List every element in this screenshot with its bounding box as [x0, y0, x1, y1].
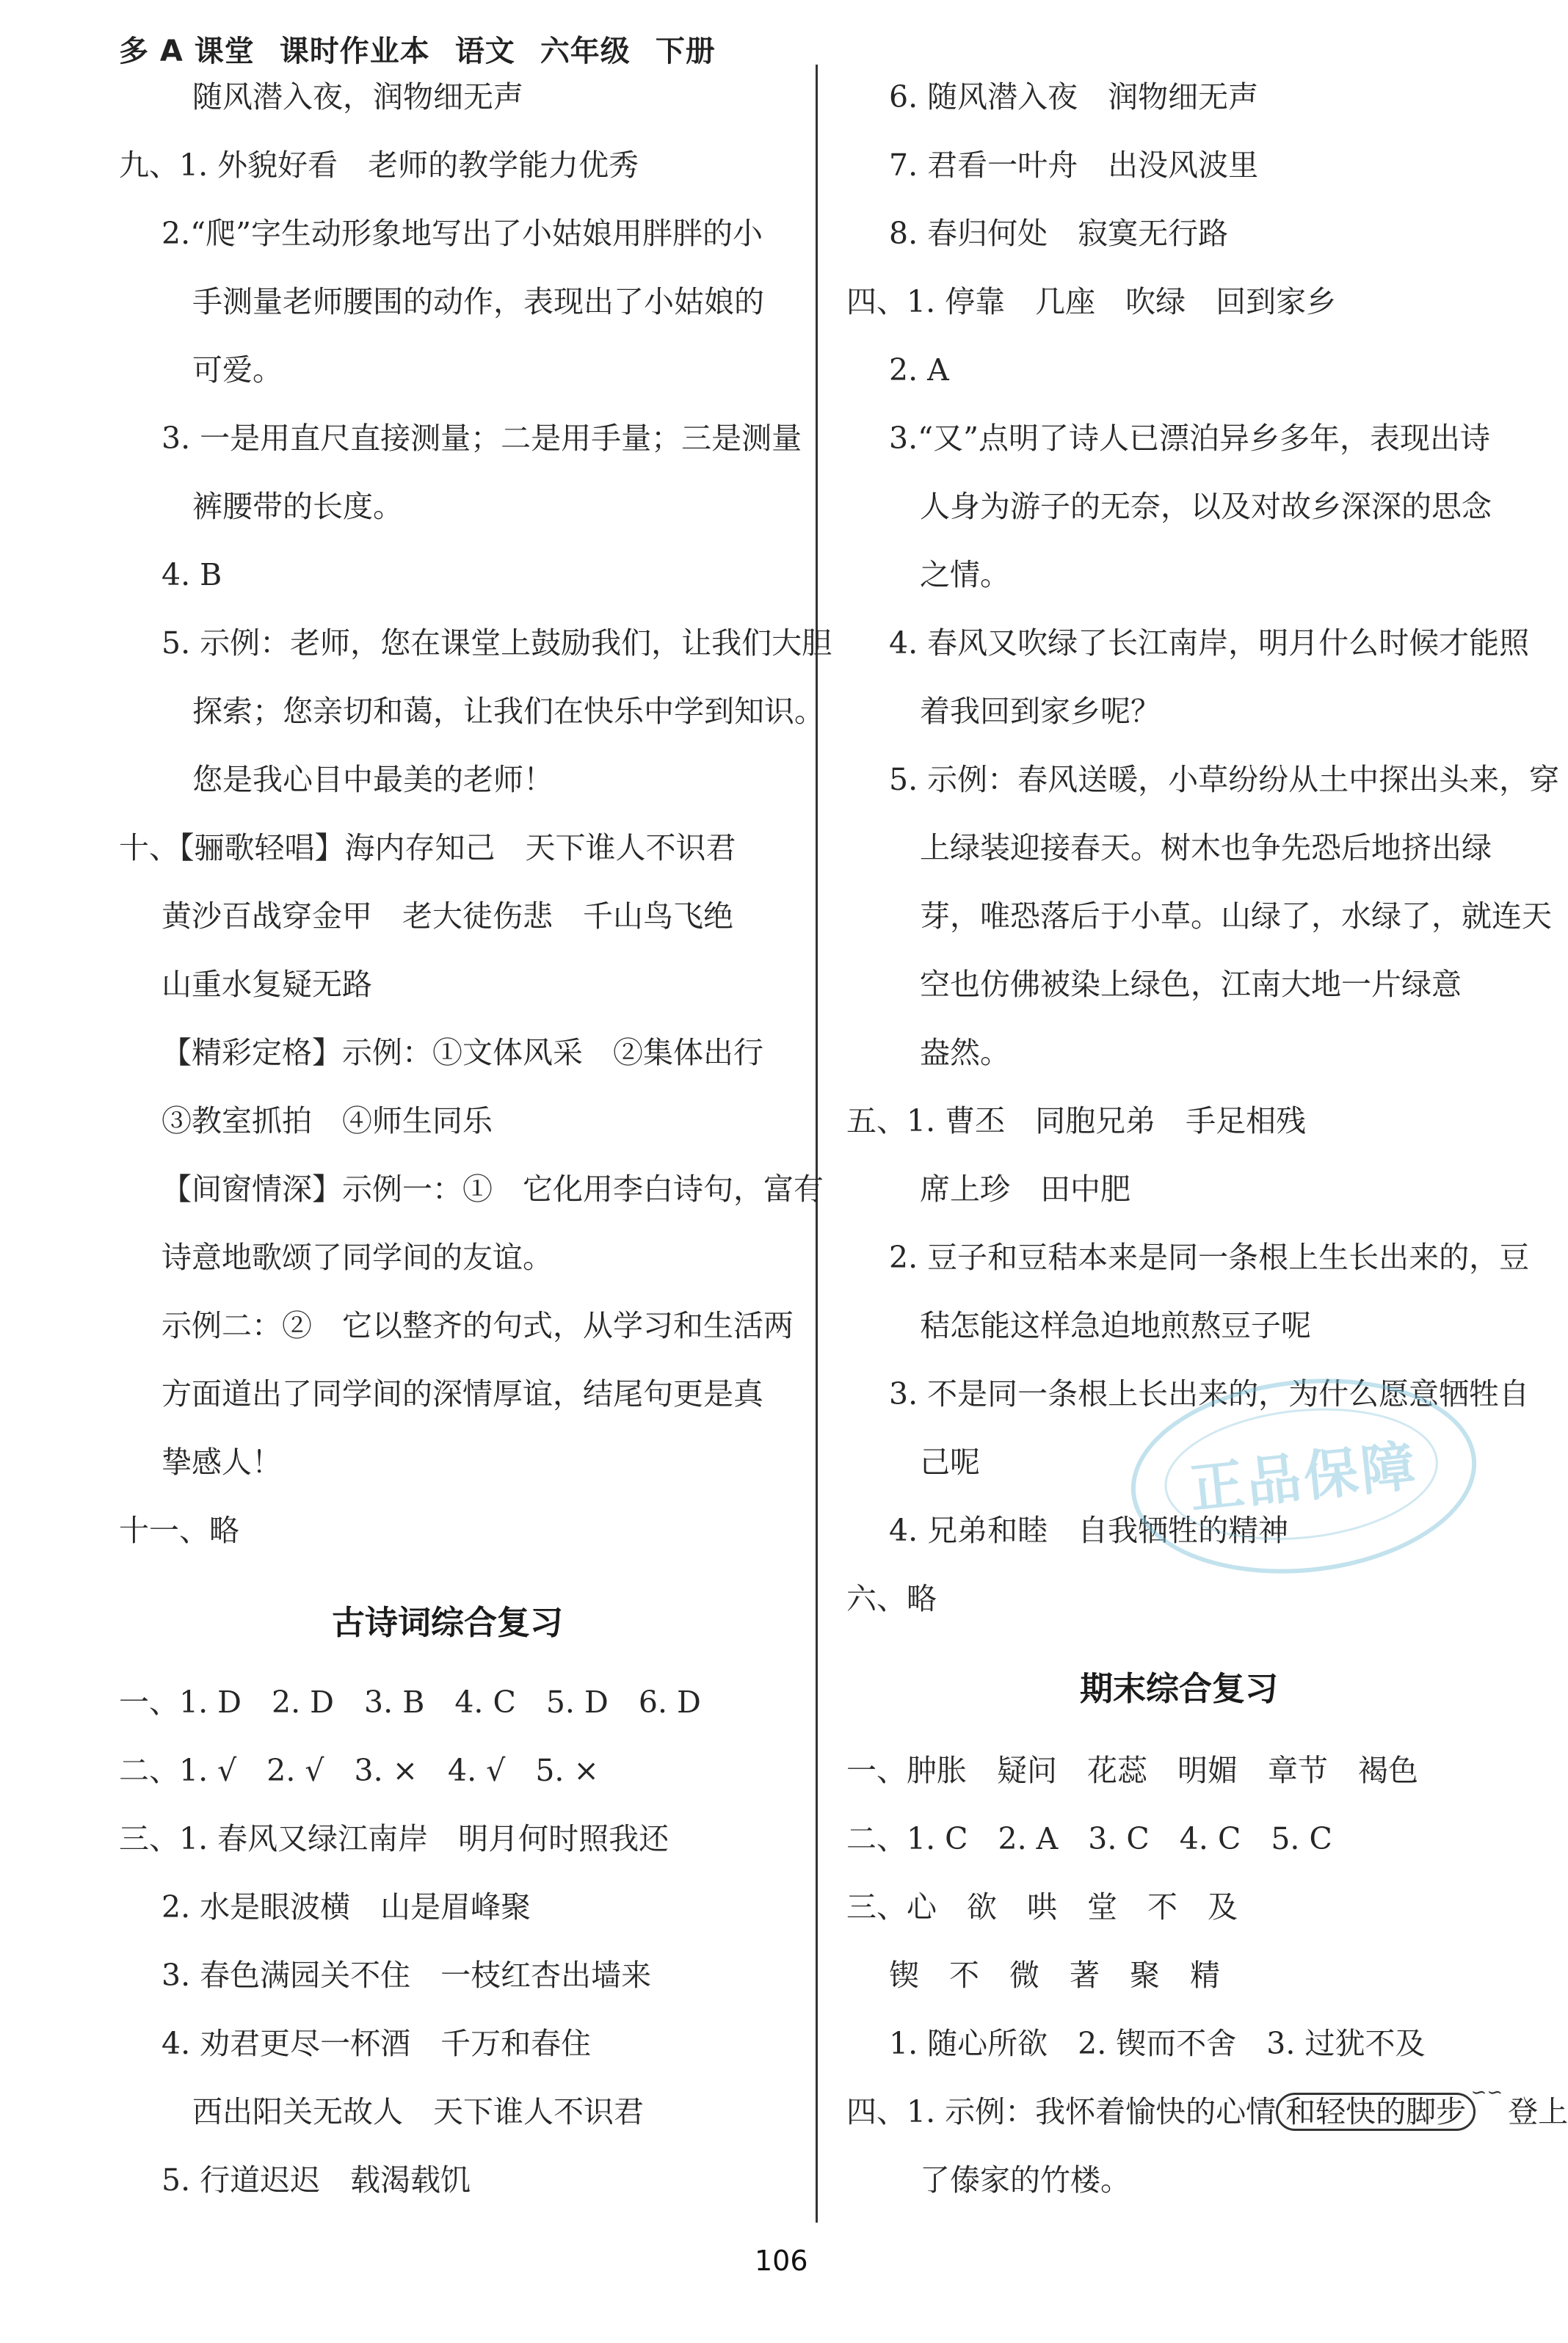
section-title-final-review: 期末综合复习 [1080, 1669, 1279, 1708]
answer-line: 二、1. √ 2. √ 3. × 4. √ 5. × [119, 1753, 599, 1788]
answer-line: 2. A [889, 352, 949, 388]
answer-line: 盎然。 [920, 1035, 1010, 1070]
answer-text: 登上 [1508, 2094, 1568, 2129]
answer-line: 席上珍 田中肥 [920, 1172, 1130, 1207]
answer-line: 诗意地歌颂了同学间的友谊。 [161, 1240, 553, 1275]
column-divider [816, 65, 818, 2223]
answer-line: 九、1. 外貌好看 老师的教学能力优秀 [119, 148, 639, 183]
answer-line: 3. 春色满园关不住 一枝红杏出墙来 [161, 1958, 652, 1993]
section-title-poetry-review: 古诗词综合复习 [332, 1603, 564, 1642]
answer-line: 3.“又”点明了诗人已漂泊异乡多年，表现出诗 [889, 421, 1491, 456]
answer-line: 己呢 [920, 1445, 980, 1480]
answer-text: 四、1. 示例：我怀着愉快的心情 [846, 2094, 1277, 2129]
circled-phrase: 和轻快的脚步 ∽∽ [1276, 2093, 1476, 2131]
answer-line: 4. 劝君更尽一杯酒 千万和春住 [161, 2026, 592, 2061]
answer-line: ③教室抓拍 ④师生同乐 [161, 1103, 493, 1138]
answer-line: 2. 豆子和豆秸本来是同一条根上生长出来的，豆 [889, 1240, 1530, 1275]
answer-line: 六、略 [846, 1581, 937, 1616]
answer-line: 2. 水是眼波横 山是眉峰聚 [161, 1889, 531, 1925]
answer-line: 手测量老师腰围的动作，表现出了小姑娘的 [192, 284, 764, 319]
answer-line: 秸怎能这样急迫地煎熬豆子呢 [920, 1308, 1311, 1343]
answer-line: 西出阳关无故人 天下谁人不识君 [192, 2094, 644, 2129]
header-grade: 六年级 [540, 34, 631, 68]
answer-line: 5. 示例：老师，您在课堂上鼓励我们，让我们大胆 [161, 625, 832, 661]
answer-line: 6. 随风潜入夜 润物细无声 [889, 79, 1259, 115]
answer-line: 您是我心目中最美的老师！ [192, 762, 553, 797]
answer-line: 三、1. 春风又绿江南岸 明月何时照我还 [119, 1821, 669, 1856]
answer-line: 裤腰带的长度。 [192, 489, 403, 524]
answer-line: 上绿装迎接春天。树木也争先恐后地挤出绿 [920, 830, 1492, 865]
answer-line: 芽，唯恐落后于小草。山绿了，水绿了，就连天 [920, 898, 1552, 934]
answer-line: 【精彩定格】示例：①文体风采 ②集体出行 [161, 1035, 763, 1070]
answer-line: 可爱。 [192, 352, 283, 388]
answer-line: 着我回到家乡呢？ [920, 694, 1161, 729]
answer-line: 十、【骊歌轻唱】海内存知己 天下谁人不识君 [119, 830, 736, 865]
answer-line: 山重水复疑无路 [161, 967, 372, 1002]
answer-line: 3. 不是同一条根上长出来的，为什么愿意牺牲自 [889, 1376, 1530, 1412]
answer-line: 之情。 [920, 557, 1010, 592]
answer-line: 十一、略 [119, 1513, 239, 1548]
answer-line: 人身为游子的无奈，以及对故乡深深的思念 [920, 489, 1492, 524]
header-series: 多 A 课堂 [119, 34, 255, 68]
stamp-text: 正品保障 [1186, 1434, 1421, 1522]
answer-line: 4. 春风又吹绿了长江南岸，明月什么时候才能照 [889, 625, 1530, 661]
answer-line: 1. 随心所欲 2. 锲而不舍 3. 过犹不及 [889, 2026, 1426, 2061]
page-header [119, 28, 741, 70]
answer-line: 锲 不 微 著 聚 精 [889, 1958, 1220, 1993]
header-volume: 下册 [655, 34, 716, 68]
answer-line: 四、1. 停靠 几座 吹绿 回到家乡 [846, 284, 1337, 319]
answer-line: 8. 春归何处 寂寞无行路 [889, 216, 1229, 251]
answer-line: 一、肿胀 疑问 花蕊 明媚 章节 褐色 [846, 1753, 1418, 1788]
header-book: 课时作业本 [279, 34, 430, 68]
answer-line: 挚感人！ [161, 1445, 282, 1480]
answer-line: 探索；您亲切和蔼，让我们在快乐中学到知识。 [192, 694, 824, 729]
answer-line: 3. 一是用直尺直接测量；二是用手量；三是测量 [161, 421, 802, 456]
answer-line: 一、1. D 2. D 3. B 4. C 5. D 6. D [119, 1685, 701, 1720]
answer-line: 三、心 欲 哄 堂 不 及 [846, 1889, 1238, 1925]
page-number: 106 [755, 2245, 808, 2277]
answer-line-with-circled-phrase [846, 2091, 1568, 2132]
answer-line: 二、1. C 2. A 3. C 4. C 5. C [846, 1821, 1332, 1856]
answer-line: 5. 行道迟迟 载渴载饥 [161, 2162, 471, 2198]
answer-line: 示例二：② 它以整齐的句式，从学习和生活两 [161, 1308, 794, 1343]
answer-line: 7. 君看一叶舟 出没风波里 [889, 148, 1259, 183]
answer-line: 4. B [161, 557, 222, 592]
answer-line: 2.“爬”字生动形象地写出了小姑娘用胖胖的小 [161, 216, 763, 251]
header-subject: 语文 [454, 34, 515, 68]
answer-line: 随风潜入夜，润物细无声 [192, 79, 523, 115]
answer-line: 黄沙百战穿金甲 老大徒伤悲 千山鸟飞绝 [161, 898, 733, 934]
answer-line: 空也仿佛被染上绿色，江南大地一片绿意 [920, 967, 1462, 1002]
answer-line: 5. 示例：春风送暖，小草纷纷从土中探出头来，穿 [889, 762, 1560, 797]
answer-line: 方面道出了同学间的深情厚谊，结尾句更是真 [161, 1376, 763, 1412]
answer-line: 了傣家的竹楼。 [920, 2162, 1130, 2198]
answer-line: 五、1. 曹丕 同胞兄弟 手足相残 [846, 1103, 1307, 1138]
answer-line: 4. 兄弟和睦 自我牺牲的精神 [889, 1513, 1289, 1548]
answer-line: 【间窗情深】示例一：① 它化用李白诗句，富有 [161, 1172, 824, 1207]
